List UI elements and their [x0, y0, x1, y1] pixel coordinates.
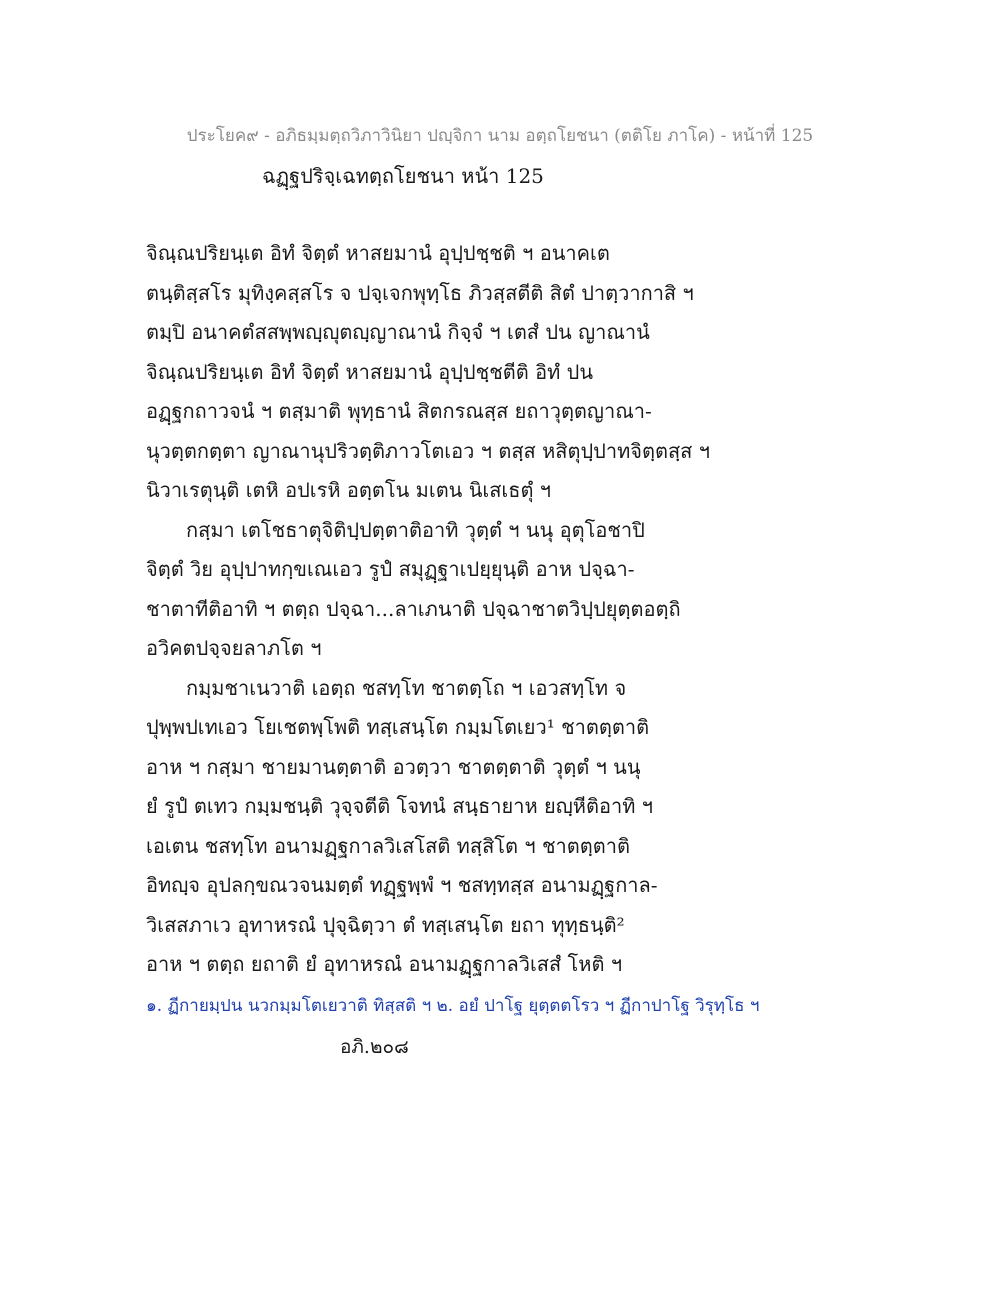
text-line: เอเตน ชสทฺโท อนามฏฺฐกาลวิเสโสติ ทสฺสิโต ฯ ชาตตฺตาติ	[146, 833, 630, 858]
text-line: จิณฺณปริยนฺเต อิทํ จิตฺตํ หาสยมานํ อุปฺปชฺชตีติ อิทํ ปน	[146, 359, 594, 384]
paragraph-start-line: กสฺมา เตโชธาตุจิติปฺปตฺตาติอาทิ วุตฺตํ ฯ นนุ อุตุโอชาปิ	[186, 517, 645, 542]
text-line: อิทญฺจ อุปลกฺขณวจนมตฺตํ ทฏฺฐพฺพํ ฯ ชสทฺทสฺส อนามฏฺฐกาล-	[146, 873, 658, 897]
text-line: ปุพฺพปเทเอว โยเชตพฺโพติ ทสฺเสนฺโต กมฺมโตเยว¹ ชาตตฺตาติ	[146, 715, 650, 739]
text-line: ชาตาทีติอาทิ ฯ ตตฺถ ปจฺฉา...ลาเภนาติ ปจฺฉาชาตวิปฺปยุตฺตอตฺถิ	[146, 596, 681, 621]
text-line: จิณฺณปริยนฺเต อิทํ จิตฺตํ หาสยมานํ อุปฺปชฺชติ ฯ อนาคเต	[146, 241, 610, 265]
text-line: วิเสสภาเว อุทาหรณํ ปุจฺฉิตฺวา ตํ ทสฺเสนฺโต ยถา ทุทฺธนฺติ²	[146, 912, 625, 937]
text-line: นุวตฺตกตฺตา ญาณานุปริวตฺติภาวโตเอว ฯ ตสฺส หสิตุปฺปาทจิตฺตสฺส ฯ	[146, 438, 710, 463]
page-reference: อภิ.๒๐๘	[340, 1036, 409, 1058]
body-text	[146, 234, 866, 985]
section-title: ฉฏฺฐปริจฺเฉทตฺถโยชนา หน้า 125	[262, 164, 544, 188]
paragraph-start-line: กมฺมชาเนวาติ เอตฺถ ชสทฺโท ชาตตฺโถ ฯ เอวสทฺโท จ	[186, 675, 627, 700]
text-line: ตนฺติสฺสโร มุทิงฺคสฺสโร จ ปจฺเจกพุทฺโธ ภิวสฺสตีติ สิตํ ปาตฺวากาสิ ฯ	[146, 280, 694, 305]
text-line: อาห ฯ กสฺมา ชายมานตฺตาติ อวตฺวา ชาตตฺตาติ วุตฺตํ ฯ นนุ	[146, 754, 641, 779]
text-line: อาห ฯ ตตฺถ ยถาติ ยํ อุทาหรณํ อนามฏฺฐกาลวิเสสํ โหติ ฯ	[146, 952, 623, 976]
text-line: ยํ รูปํ ตเทว กมฺมชนฺติ วุจฺจตีติ โจทนํ สนฺธายาห ยญฺหีติอาทิ ฯ	[146, 794, 653, 818]
text-line: ตมฺปิ อนาคตํสสพฺพญฺญุตญฺญาณานํ กิจฺจํ ฯ เตสํ ปน ญาณานํ	[146, 320, 650, 344]
running-header: ประโยค๙ - อภิธมฺมตฺถวิภาวินิยา ปญฺจิกา นาม อตฺถโยชนา (ตติโย ภาโค) - หน้าที่ 125	[186, 126, 814, 146]
text-line: อฏฺฐกถาวจนํ ฯ ตสฺมาติ พุทฺธานํ สิตกรณสฺส ยถาวุตฺตญาณา-	[146, 399, 652, 423]
text-line: อวิคตปจฺจยลาภโต ฯ	[146, 636, 322, 660]
text-line: นิวาเรตุนฺติ เตหิ อปเรหิ อตฺตโน มเตน นิเสเธตุํ ฯ	[146, 478, 552, 502]
text-line: จิตฺตํ วิย อุปฺปาทกฺขเณเอว รูปํ สมุฏฺฐาเปยฺยุนฺติ อาห ปจฺฉา-	[146, 557, 635, 581]
footnote: ๑. ฏีกายมฺปน นวกมฺมโตเยวาติ ทิสฺสติ ฯ ๒. อยํ ปาโฐ ยุตฺตตโรว ฯ ฏีกาปาโฐ วิรุทฺโธ ฯ	[146, 996, 760, 1016]
